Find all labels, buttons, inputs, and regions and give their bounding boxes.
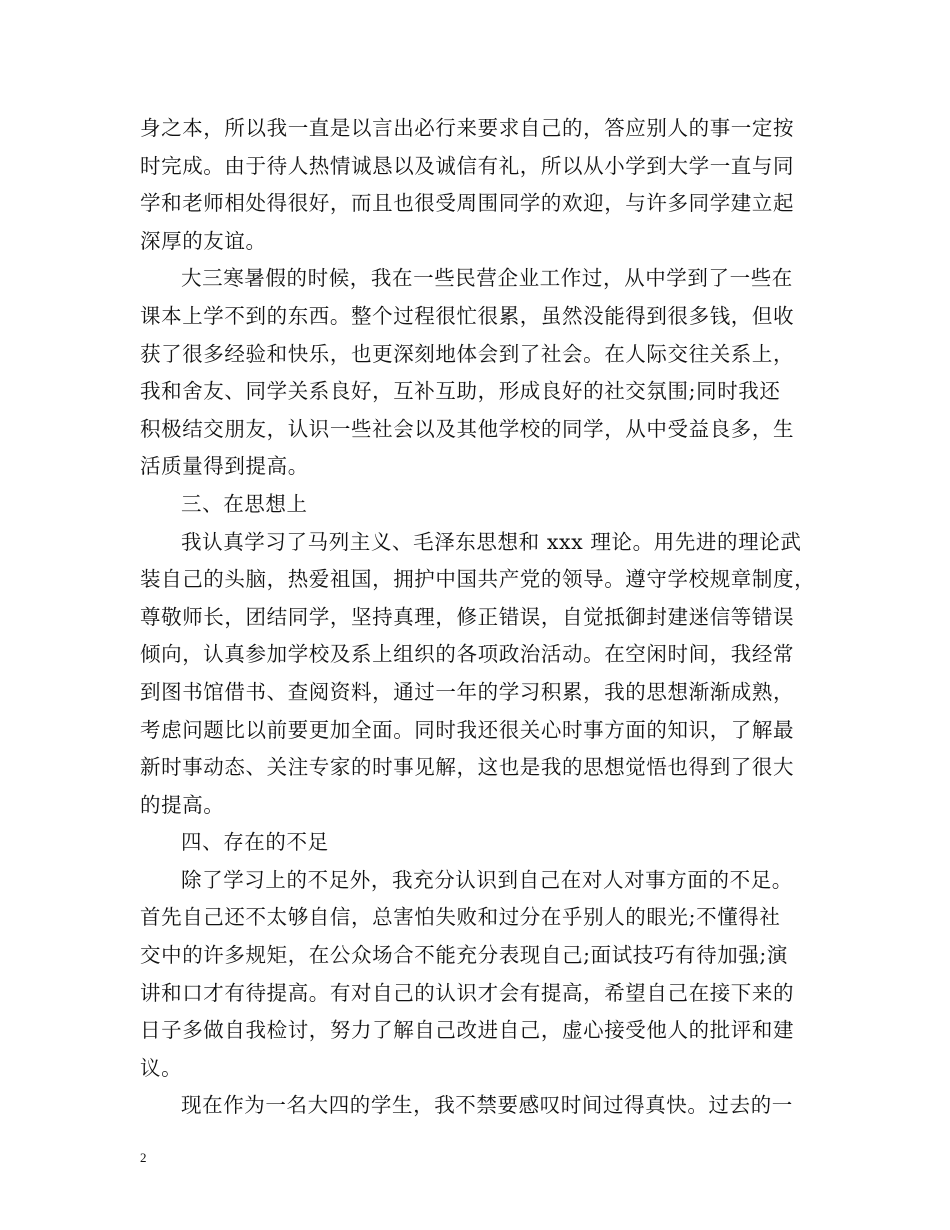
text-line: 的提高。 [140,792,225,817]
text-line: 讲和口才有待提高。有对自己的认识才会有提高，希望自己在接下来的 [140,980,795,1005]
text-line: 尊敬师长，团结同学，坚持真理，修正错误，自觉抵御封建迷信等错误 [140,604,795,629]
text-line: 时完成。由于待人热情诚恳以及诚信有礼，所以从小学到大学一直与同 [140,153,795,178]
text-line: 交中的许多规矩，在公众场合不能充分表现自己;面试技巧有待加强;演 [140,943,789,968]
text-line: 学和老师相处得很好，而且也很受周围同学的欢迎，与许多同学建立起 [140,191,795,216]
page-number: 2 [140,1150,147,1165]
text-line: 积极结交朋友，认识一些社会以及其他学校的同学，从中受益良多，生 [140,416,795,441]
text-line: 深厚的友谊。 [140,228,267,253]
text-line: 日子多做自我检讨，努力了解自己改进自己，虚心接受他人的批评和建 [140,1018,795,1043]
text-line: 倾向，认真参加学校及系上组织的各项政治活动。在空闲时间，我经常 [140,642,795,667]
text-line: 到图书馆借书、查阅资料，通过一年的学习积累，我的思想渐渐成熟， [140,679,795,704]
text-line: 身之本，所以我一直是以言出必行来要求自己的，答应别人的事一定按 [140,116,795,140]
text-line: 新时事动态、关注专家的时事见解，这也是我的思想觉悟也得到了很大 [140,755,795,780]
text-line: 课本上学不到的东西。整个过程很忙很累，虽然没能得到很多钱，但收 [140,303,795,328]
document-body [140,110,830,1125]
text-line: 装自己的头脑，热爱祖国，拥护中国共产党的领导。遵守学校规章制度， [140,567,816,592]
text-line: 大三寒暑假的时候，我在一些民营企业工作过，从中学到了一些在 [181,266,793,291]
text-line: 除了学习上的不足外，我充分认识到自己在对人对事方面的不足。 [181,867,793,892]
text-line: 活质量得到提高。 [140,454,309,479]
text-line: 我认真学习了马列主义、毛泽东思想和 xxx 理论。用先进的理论武 [181,529,802,554]
text-line: 获了很多经验和快乐，也更深刻地体会到了社会。在人际交往关系上， [140,341,795,366]
text-line: 四、存在的不足 [181,830,329,855]
text-line: 考虑问题比以前要更加全面。同时我还很关心时事方面的知识，了解最 [140,717,795,742]
text-line: 首先自己还不太够自信，总害怕失败和过分在乎别人的眼光;不懂得社 [140,905,781,930]
text-line: 现在作为一名大四的学生，我不禁要感叹时间过得真快。过去的一 [181,1093,793,1118]
text-line: 议。 [140,1055,183,1080]
text-line: 三、在思想上 [181,491,308,516]
text-line: 我和舍友、同学关系良好，互补互助，形成良好的社交氛围;同时我还 [140,379,781,404]
